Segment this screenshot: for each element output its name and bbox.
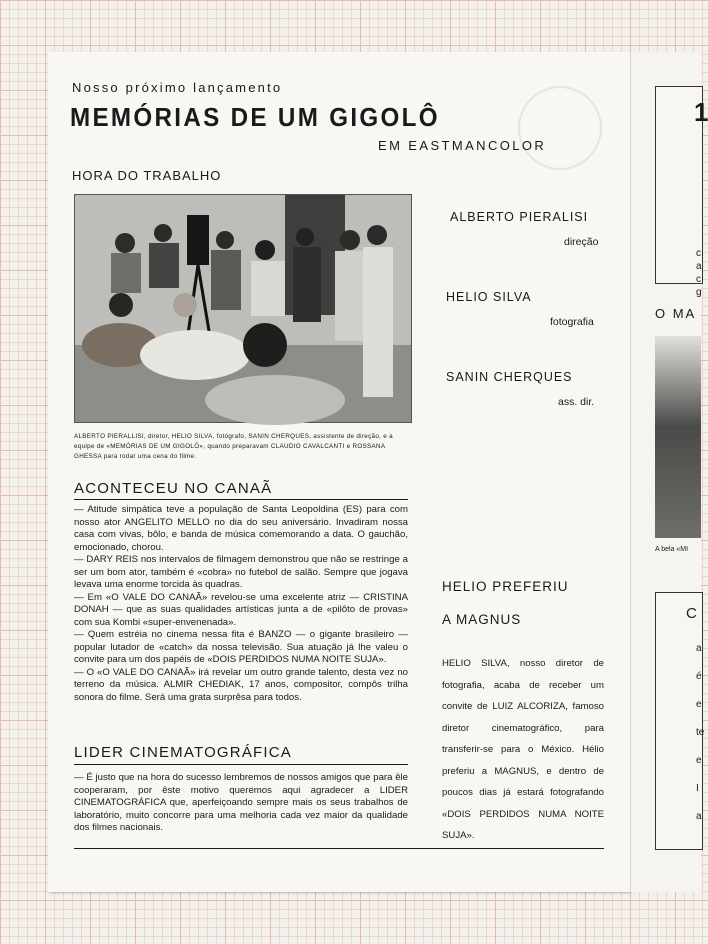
article3-heading-line1: HELIO PREFERIU	[442, 579, 569, 594]
next-page-letter: a	[696, 261, 702, 272]
next-page-letter: e	[696, 699, 702, 710]
article2-rule	[74, 764, 408, 765]
credit-name: SANIN CHERQUES	[446, 370, 573, 384]
next-page-letter: e	[696, 755, 702, 766]
article2-heading: LIDER CINEMATOGRÁFICA	[74, 744, 293, 761]
header-subtitle: EM EASTMANCOLOR	[378, 138, 547, 153]
next-page-letter: é	[696, 671, 702, 682]
article3-body	[442, 653, 604, 847]
header-kicker: Nosso próximo lançamento	[72, 80, 283, 95]
newsletter-page	[48, 52, 630, 892]
article1-paragraph: — DARY REIS nos intervalos de filmagem demonstrou que não se restringe a ser um bom ator, também é «cobra» no futebol de salão. Sempre que jogava levava uma enorme torcida às quadras.	[74, 554, 408, 590]
next-page-edge	[630, 52, 708, 892]
credit-1	[450, 210, 588, 224]
next-page-heading: O MA	[655, 306, 697, 321]
credit-name: HELIO SILVA	[446, 290, 532, 304]
header-title: MEMÓRIAS DE UM GIGOLÔ	[70, 102, 440, 132]
photo-caption: ALBERTO PIERALLISI, diretor, HELIO SILVA, fotógrafo, SANIN CHERQUES, assistente de direção, e a equipe de «MEMÓRIAS DE UM GIGOLÔ», quando preparavam CLAUDIO CAVALCANTI e ROSSANA GHESSA para rodar uma cena do filme.	[74, 433, 393, 460]
section-label: HORA DO TRABALHO	[72, 168, 222, 183]
credit-name: ALBERTO PIERALISI	[450, 210, 589, 224]
article1-paragraph: — Atitude simpática teve a população de Santa Leopoldina (ES) para com nosso ator ANGELITO MELLO no dia do seu aniversário. Invadiram nossa casa com vivas, bôlo, e banda de música comemorando a data. O gauchão, emocionado, chorou.	[74, 504, 408, 553]
next-page-letter: c	[696, 248, 701, 259]
article1-rule	[74, 499, 408, 500]
next-page-box	[655, 592, 703, 850]
next-page-letter: c	[696, 274, 701, 285]
next-page-letter: I	[696, 783, 699, 794]
next-page-letter: a	[696, 643, 702, 654]
next-page-box-letters	[696, 635, 704, 831]
next-page-letter: g	[696, 287, 702, 298]
article2-body	[74, 772, 408, 835]
article3-heading-line2: A MAGNUS	[442, 612, 522, 627]
article1-paragraph: — Em «O VALE DO CANAÃ» revelou-se uma excelente atriz — CRISTINA DONAH — que as suas qualidades artísticas junta a de «pilôto de provas» com sua Kombi «super-envenenada».	[74, 591, 408, 628]
watermark-emblem	[518, 86, 602, 170]
next-page-top-box-letters	[696, 247, 702, 299]
article1-paragraph: — Quem estréia no cinema nessa fita é BANZO — o gigante brasileiro — popular lutador de «catch» da nossa televisão. Sua atuação já lhe valeu o convite para um dos papéis de «DOIS PERDIDOS NUMA NOITE SUJA».	[74, 629, 408, 665]
next-page-top-box	[655, 86, 708, 298]
next-page-letter: a	[696, 811, 702, 822]
next-page-caption: A bela «MI	[655, 546, 689, 553]
footer-rule	[74, 848, 604, 849]
production-photo	[74, 194, 412, 423]
article1-body	[74, 504, 408, 704]
credit-role: ass. dir.	[558, 396, 595, 408]
article3-paragraph: HELIO SILVA, nosso diretor de fotografia, acaba de receber um convite de LUIZ ALCORIZA, famoso diretor cinematográfico, para transferir-se para o México. Hélio preferiu a MAGNUS, e dentro de poucos dias já estará fotografando «DOIS PERDIDOS NUMA NOITE SUJA».	[442, 658, 604, 841]
next-page-top-box-char: 1	[694, 97, 708, 127]
production-photo-illustration	[75, 195, 411, 422]
next-page-letter: te	[696, 727, 705, 738]
credit-role: fotografia	[550, 316, 594, 328]
next-page-photo	[655, 336, 701, 538]
article1-heading: ACONTECEU NO CANAÃ	[74, 480, 273, 497]
credit-role: direção	[564, 236, 599, 248]
next-page-box-char: C	[686, 605, 697, 622]
article2-paragraph: — É justo que na hora do sucesso lembremos de nossos amigos que para êle cooperaram, por êste motivo queremos aqui agradecer a LIDER CINEMATOGRÁFICA que, aperfeiçoando sempre mais os seus trabalhos de laboratório, muito concorre para uma melhoria cada vez maior da qualidade dos filmes nacionais.	[74, 772, 408, 833]
article1-paragraph: — O «O VALE DO CANAÃ» irá revelar um outro grande talento, desta vez no terreno da música. ALMIR CHEDIAK, 17 anos, compositor, compôs trilha sonora do filme. Será uma grata surprêsa para todos.	[74, 666, 408, 703]
